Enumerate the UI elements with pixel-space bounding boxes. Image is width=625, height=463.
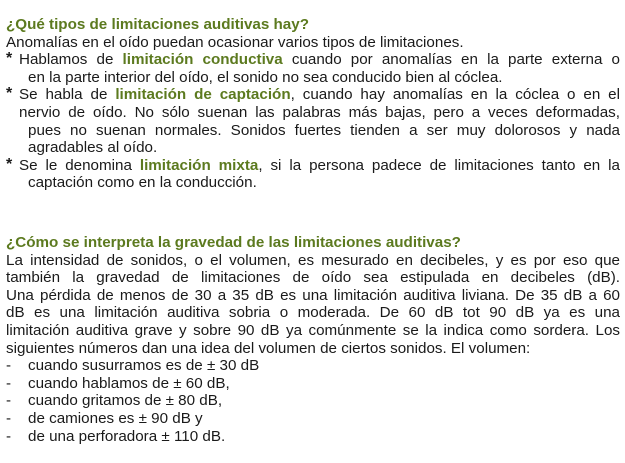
- term-highlight: limitación de captación: [115, 86, 291, 104]
- intro-paragraph: Anomalías en el oído puedan ocasionar varios tipos de limitaciones.: [6, 33, 464, 51]
- term-highlight: limitación conductiva: [122, 51, 283, 69]
- section-heading: ¿Cómo se interpreta la gravedad de las limitaciones auditivas?: [6, 234, 461, 251]
- list-item: - de camiones es ± 90 dB y: [6, 409, 203, 427]
- volume-list: [6, 357, 620, 445]
- section-heading: ¿Qué tipos de limitaciones auditivas hay?: [6, 16, 309, 33]
- list-item: - cuando susurramos es de ± 30 dB: [6, 357, 260, 375]
- section-types: [6, 16, 620, 192]
- section-severity: [6, 234, 620, 445]
- bullet-marker: *: [6, 85, 13, 103]
- bullet-mixta: * Se le denomina limitación mixta, si la persona padece de limitaciones tanto en la captación como en la conducción.: [6, 155, 620, 192]
- bullet-marker: *: [6, 50, 13, 68]
- severity-paragraph: La intensidad de sonidos, o el volumen, es mesurado en decibeles, y es por eso que también la gravedad de limitaciones de oído sea estipulada en decibeles (dB). Una pérdida de menos de 30 a 35 dB es una limitación auditiva liviana. De 35 dB a 60 dB es una limitación auditiva sobria o moderada. De 60 dB tot 90 dB ya es una limitación auditiva grave y sobre 90 dB ya comúnmente se la indica como sordera. Los siguientes números dan una idea del volumen de ciertos sonidos. El volumen:: [6, 251, 620, 357]
- bullet-captacion: * Se habla de limitación de captación, cuando hay anomalías en la cóclea o en el nervio de oído. No sólo suenan las palabras más bajas, pero a veces deformadas, pues no suenan normales. Sonidos fuertes tienden a ser muy dolorosos y nada agradables al oído.: [6, 85, 621, 157]
- list-item: - cuando hablamos de ± 60 dB,: [6, 374, 230, 392]
- list-item: - de una perforadora ± 110 dB.: [6, 427, 226, 445]
- bullet-conductiva: * Hablamos de limitación conductiva cuando por anomalías en la parte externa o en la parte interior del oído, el sonido no sea conducido bien al cóclea.: [6, 50, 620, 86]
- term-highlight: limitación mixta: [139, 156, 259, 174]
- list-item: - cuando gritamos de ± 80 dB,: [6, 392, 223, 410]
- bullet-marker: *: [6, 155, 13, 173]
